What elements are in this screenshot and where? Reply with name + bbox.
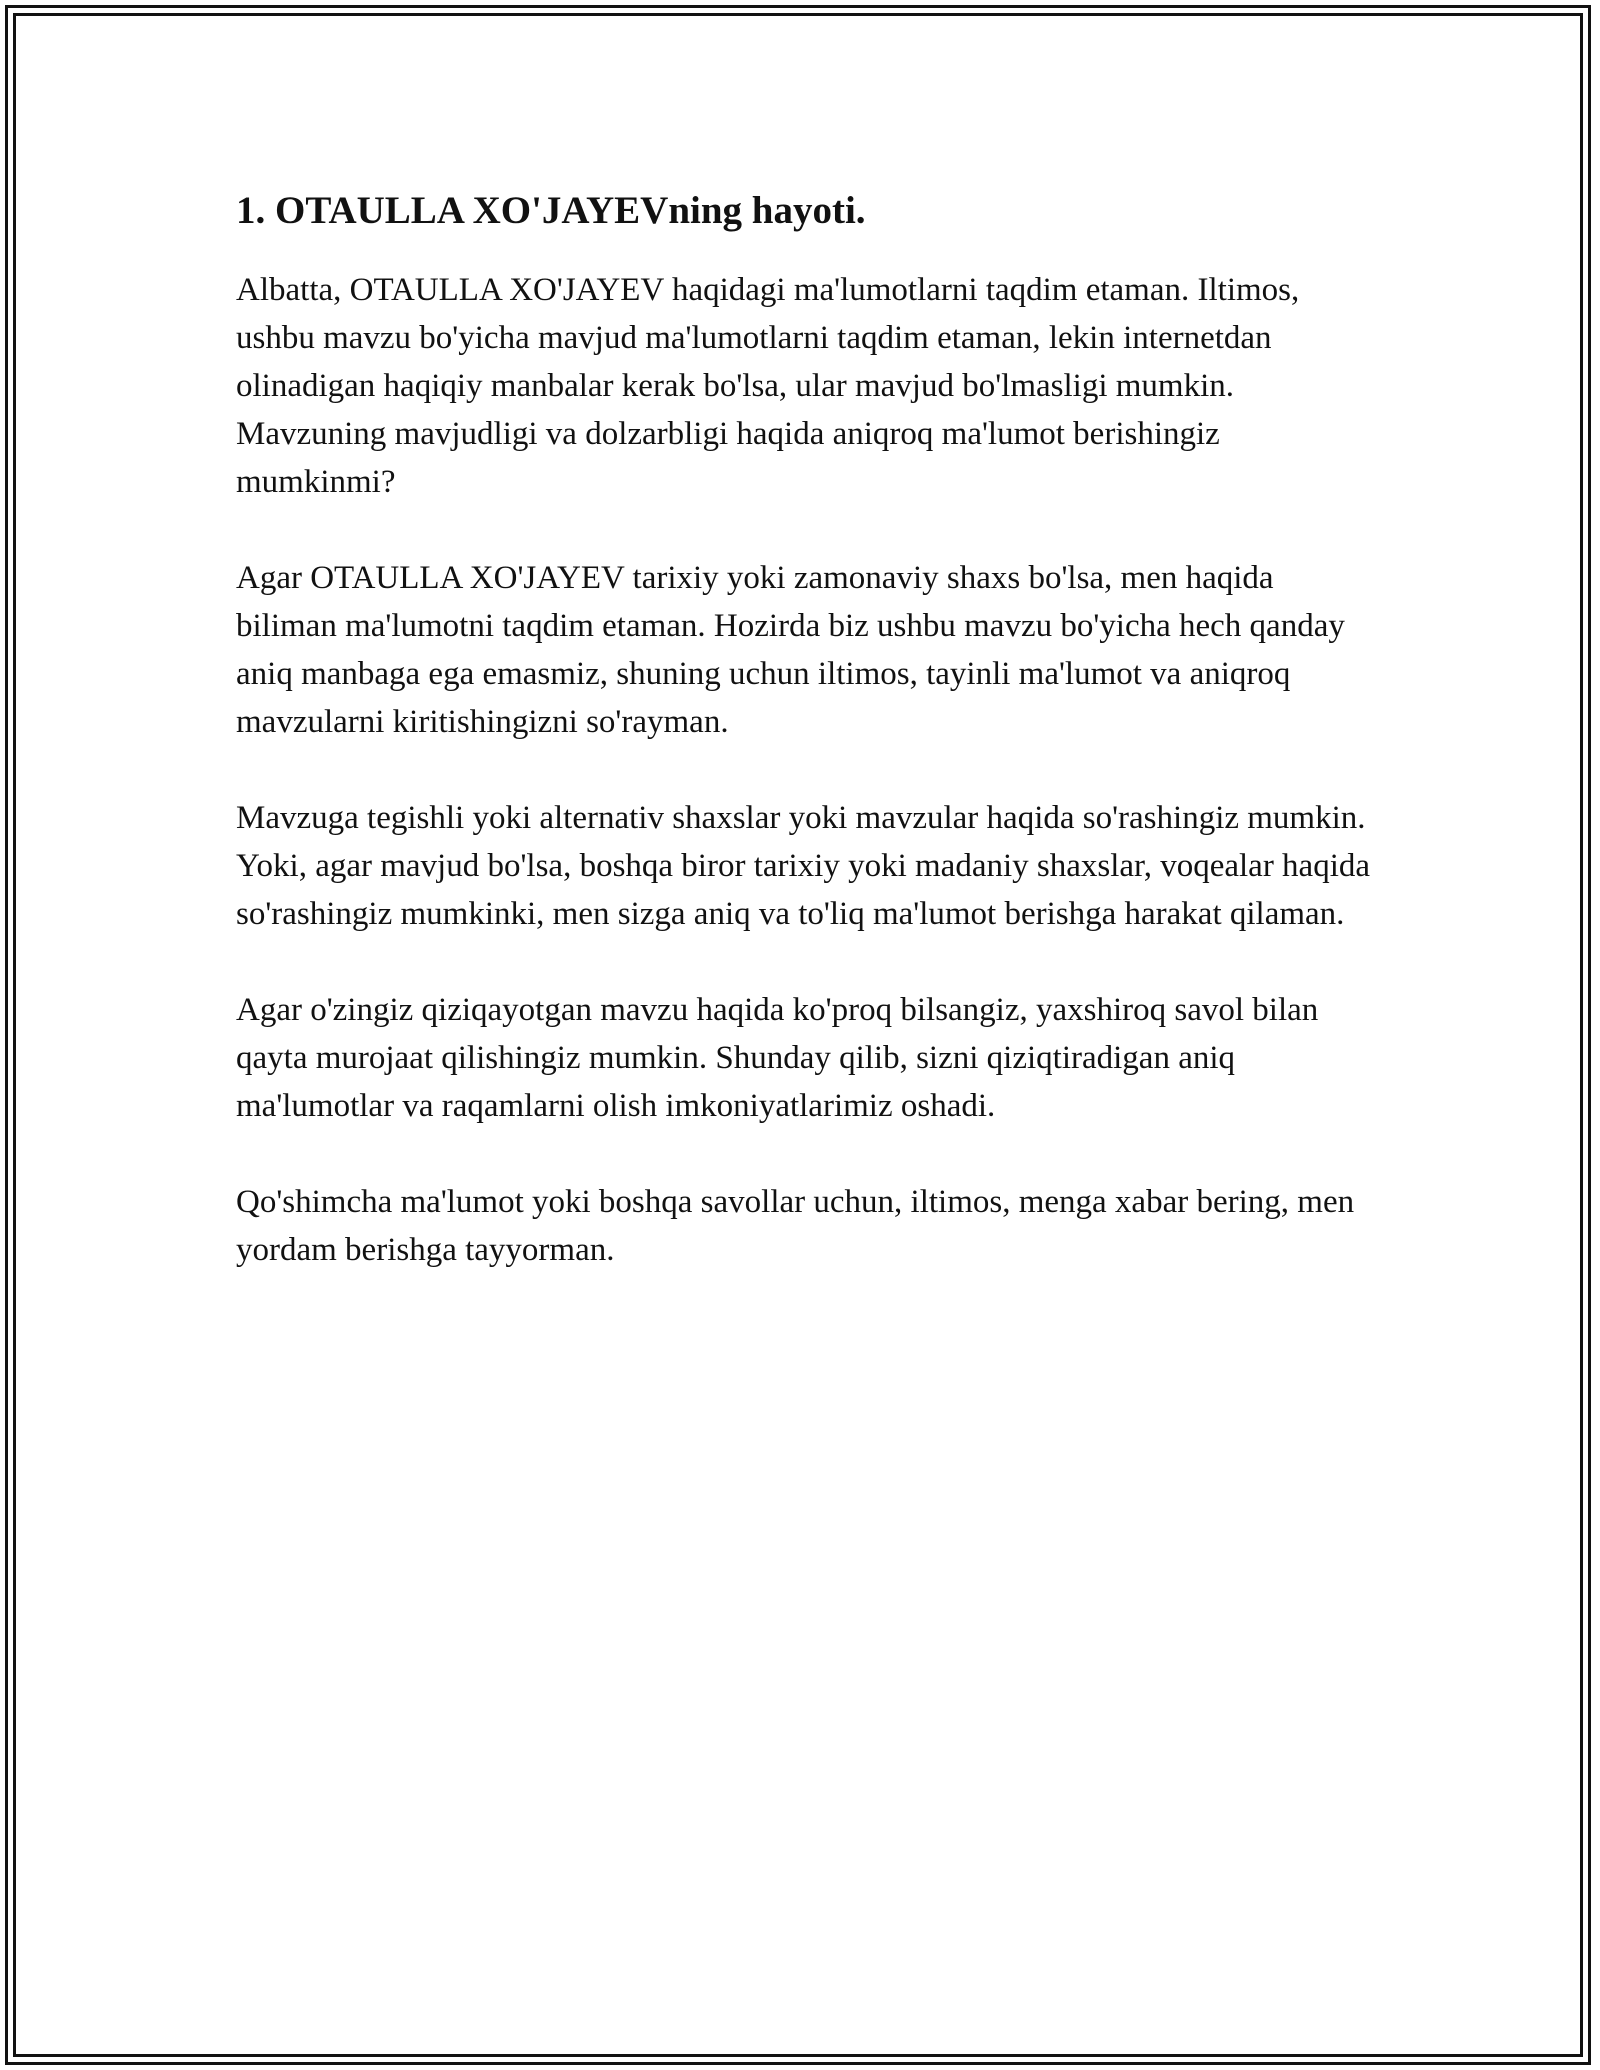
paragraph-2: Agar OTAULLA XO'JAYEV tarixiy yoki zamonaviy shaxs bo'lsa, men haqida biliman ma'lumotni taqdim etaman. Hozirda biz ushbu mavzu bo'yicha hech qanday aniq manbaga ega emasmiz, shuning uchun iltimos, tayinli ma'lumot va aniqroq mavzularni kiritishingizni so'rayman.	[236, 560, 1345, 740]
paragraph-5: Qo'shimcha ma'lumot yoki boshqa savollar uchun, iltimos, menga xabar bering, men yordam berishga tayyorman.	[236, 1184, 1355, 1268]
document-title: 1. OTAULLA XO'JAYEVning hayoti.	[236, 189, 866, 232]
paragraph-3: Mavzuga tegishli yoki alternativ shaxslar yoki mavzular haqida so'rashingiz mumkin. Yoki, agar mavjud bo'lsa, boshqa biror tarixiy yoki madaniy shaxslar, voqealar haqida so'rashingiz mumkinki, men sizga aniq va to'liq ma'lumot berishga harakat qilaman.	[236, 800, 1371, 932]
document-body	[236, 186, 1376, 1322]
paragraph-4: Agar o'zingiz qiziqayotgan mavzu haqida ko'proq bilsangiz, yaxshiroq savol bilan qayta murojaat qilishingiz mumkin. Shunday qilib, sizni qiziqtiradigan aniq ma'lumotlar va raqamlarni olish imkoniyatlarimiz oshadi.	[236, 992, 1319, 1124]
paragraph-1: Albatta, OTAULLA XO'JAYEV haqidagi ma'lumotlarni taqdim etaman. Iltimos, ushbu mavzu bo'yicha mavjud ma'lumotlarni taqdim etaman, lekin internetdan olinadigan haqiqiy manbalar kerak bo'lsa, ular mavjud bo'lmasligi mumkin. Mavzuning mavjudligi va dolzarbligi haqida aniqroq ma'lumot berishingiz mumkinmi?	[236, 272, 1300, 500]
